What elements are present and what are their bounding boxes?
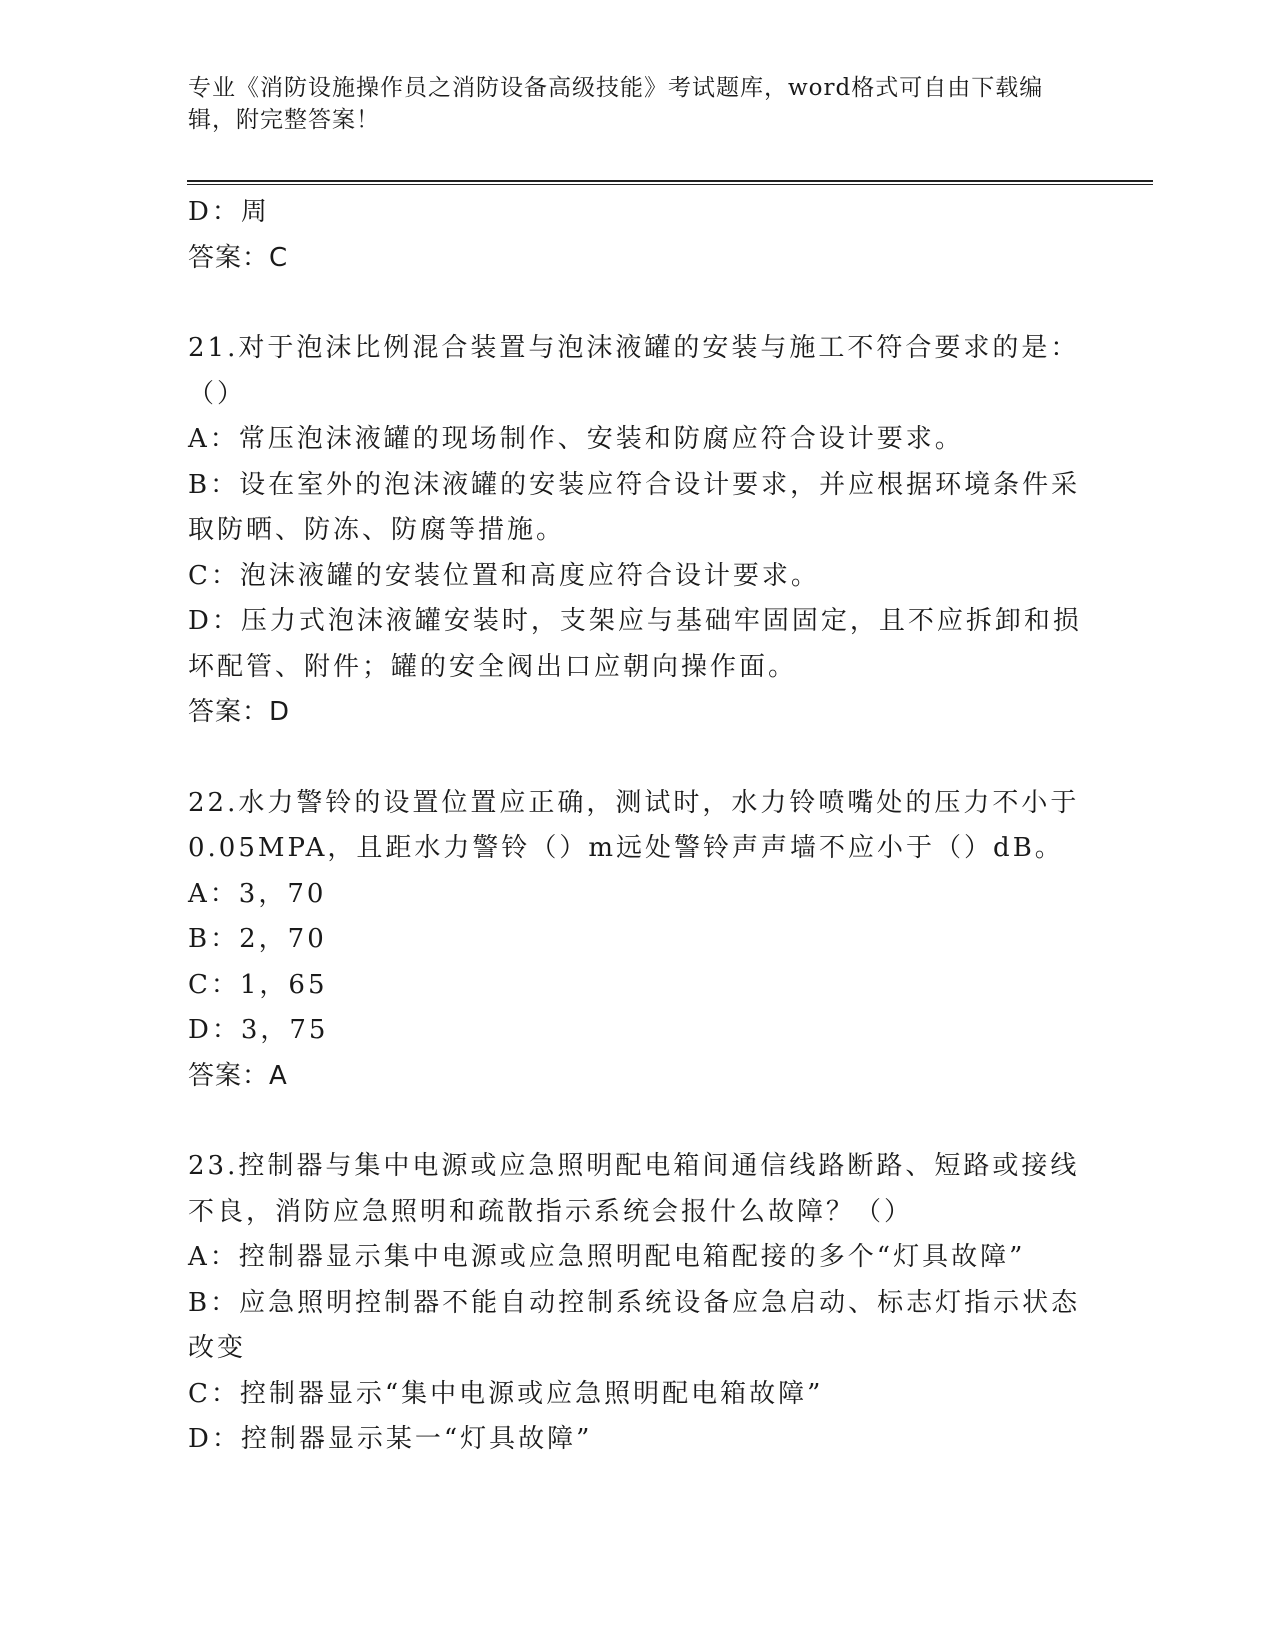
option-d-line-2: 坏配管、附件；罐的安全阀出口应朝向操作面。 — [188, 651, 798, 682]
option-b-line-1: B：应急照明控制器不能自动控制系统设备应急启动、标志灯指示状态 — [188, 1287, 1081, 1318]
header-divider-thick — [187, 180, 1153, 182]
option-a: A：控制器显示集中电源或应急照明配电箱配接的多个“灯具故障” — [188, 1242, 1026, 1272]
question-stem-line: （） — [188, 378, 247, 409]
answer: 答案：A — [188, 1060, 288, 1091]
answer: 答案：D — [188, 697, 291, 727]
question-21 — [188, 326, 1088, 736]
option-b-line-2: 改变 — [188, 1333, 247, 1363]
document-body — [188, 190, 1088, 1463]
question-stem-line: 22.水力警铃的设置位置应正确，测试时，水力铃喷嘴处的压力不小于 — [188, 787, 1080, 818]
header-line-2: 辑，附完整答案！ — [188, 107, 380, 133]
question-22 — [188, 781, 1088, 1100]
option-c: C：1，65 — [188, 969, 328, 1000]
option-d: D：3，75 — [188, 1015, 329, 1045]
option-b-line-1: B：设在室外的泡沫液罐的安装应符合设计要求，并应根据环境条件采 — [188, 469, 1081, 500]
option-b: B：2，70 — [188, 924, 327, 954]
option-d: D：控制器显示某一“灯具故障” — [188, 1424, 593, 1454]
document-header — [188, 72, 1068, 136]
question-stem-line: 23.控制器与集中电源或应急照明配电箱间通信线路断路、短路或接线 — [188, 1151, 1080, 1181]
prev-option-d: D：周 — [188, 197, 270, 227]
question-stem-line: 0.05MPA，且距水力警铃（）m远处警铃声声墙不应小于（）dB。 — [188, 833, 1064, 863]
option-a: A：常压泡沫液罐的现场制作、安装和防腐应符合设计要求。 — [188, 424, 964, 454]
prev-answer: 答案：C — [188, 242, 289, 273]
option-a: A：3，70 — [188, 878, 327, 909]
option-b-line-2: 取防晒、防冻、防腐等措施。 — [188, 515, 566, 545]
question-stem-line: 不良，消防应急照明和疏散指示系统会报什么故障？（） — [188, 1196, 914, 1227]
header-divider-thin — [187, 184, 1153, 185]
header-line-1: 专业《消防设施操作员之消防设备高级技能》考试题库，word格式可自由下载编 — [188, 75, 1044, 101]
option-c: C：泡沫液罐的安装位置和高度应符合设计要求。 — [188, 560, 820, 591]
option-d-line-1: D：压力式泡沫液罐安装时，支架应与基础牢固固定，且不应拆卸和损 — [188, 606, 1082, 636]
option-c: C：控制器显示“集中电源或应急照明配电箱故障” — [188, 1378, 824, 1409]
question-stem-line: 21.对于泡沫比例混合装置与泡沫液罐的安装与施工不符合要求的是： — [188, 333, 1080, 363]
question-23 — [188, 1144, 1088, 1463]
